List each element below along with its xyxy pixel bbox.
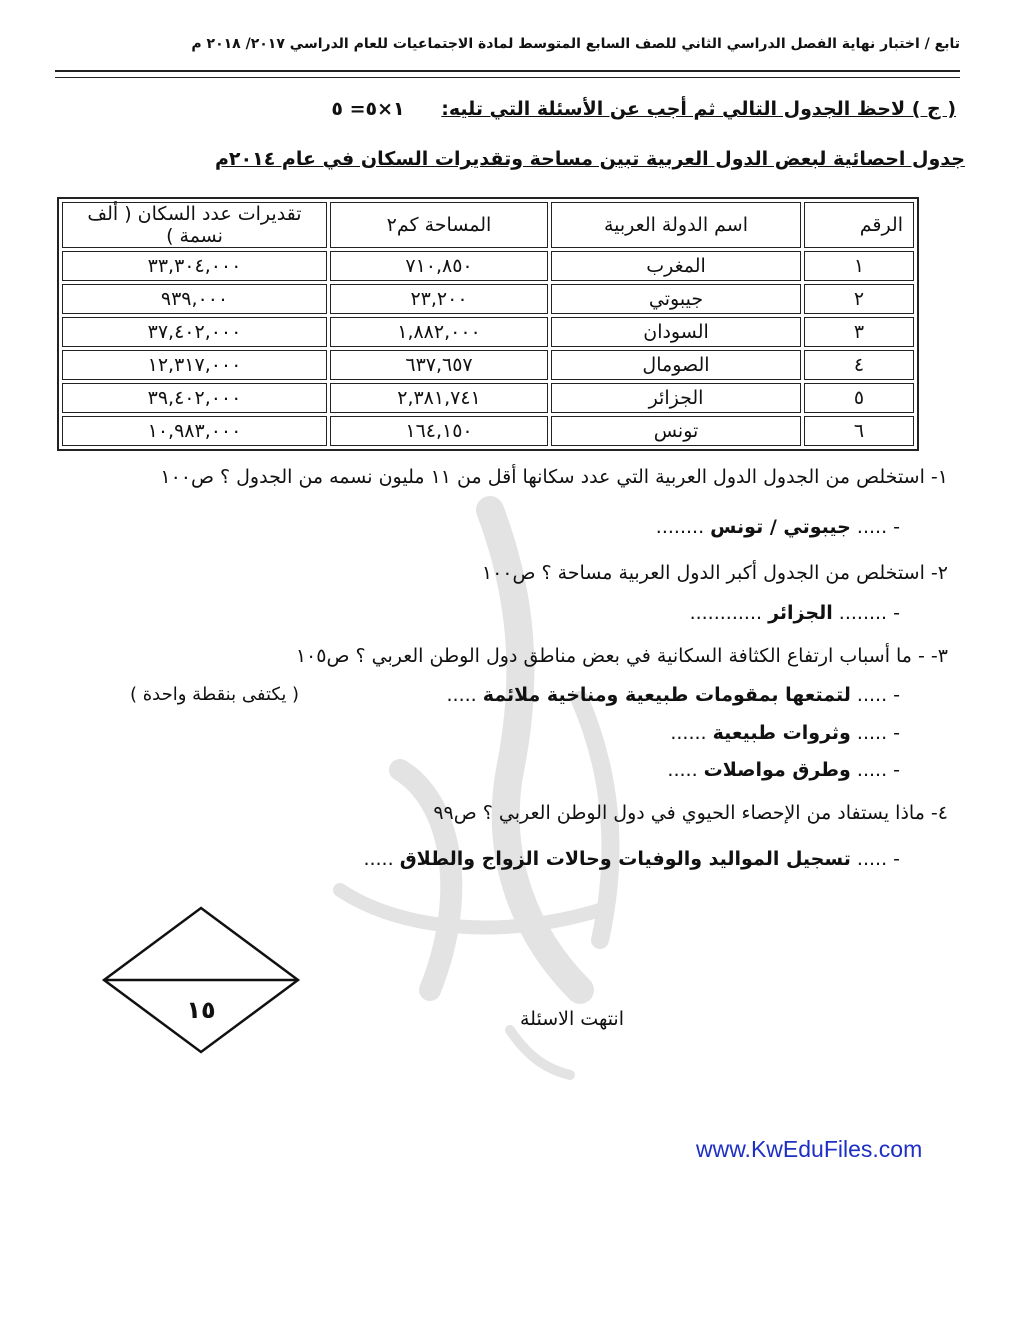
cell-area: ٦٣٧,٦٥٧: [330, 350, 548, 380]
question-3-note: ( يكتفى بنقطة واحدة ): [130, 684, 300, 705]
cell-country: المغرب: [551, 251, 801, 281]
cell-area: ١,٨٨٢,٠٠٠: [330, 317, 548, 347]
answer-3c: [667, 759, 900, 781]
table-row: [62, 350, 914, 380]
table-row: [62, 416, 914, 446]
question-2: ٢- استخلص من الجدول أكبر الدول العربية مساحة ؟ ص١٠٠: [481, 562, 948, 584]
footer-website-link[interactable]: www.KwEduFiles.com: [696, 1136, 923, 1162]
cell-population: ٣٩,٤٠٢,٠٠٠: [62, 383, 327, 413]
table-header-row: [62, 202, 914, 248]
header-country: اسم الدولة العربية: [551, 202, 801, 248]
cell-population: ١٠,٩٨٣,٠٠٠: [62, 416, 327, 446]
cell-population: ٣٧,٤٠٢,٠٠٠: [62, 317, 327, 347]
header-area: المساحة كم٢: [330, 202, 548, 248]
answer-suffix: ......: [670, 722, 707, 744]
answer-2: [690, 602, 900, 624]
cell-num: ٦: [804, 416, 914, 446]
cell-country: الجزائر: [551, 383, 801, 413]
header-rule-thick: [55, 70, 960, 72]
question-1: ١- استخلص من الجدول الدول العربية التي عدد سكانها أقل من ١١ مليون نسمه من الجدول ؟ ص١٠٠: [160, 466, 948, 488]
answer-prefix: - .....: [856, 722, 900, 744]
cell-area: ٧١٠,٨٥٠: [330, 251, 548, 281]
answer-3a: [446, 684, 900, 706]
exam-header: تابع / اختبار نهاية الفصل الدراسي الثاني للصف السابع المتوسط لمادة الاجتماعيات للعام الدراسي ٢٠١٧/ ٢٠١٨ م: [191, 36, 960, 52]
cell-country: السودان: [551, 317, 801, 347]
cell-country: الصومال: [551, 350, 801, 380]
answer-suffix: .....: [667, 759, 698, 781]
answer-4: [363, 848, 900, 870]
answer-suffix: ........: [655, 516, 705, 538]
answer-text: تسجيل المواليد والوفيات وحالات الزواج والطلاق: [399, 848, 851, 870]
header-num: الرقم: [804, 202, 914, 248]
answer-prefix: - .....: [856, 848, 900, 870]
cell-num: ٢: [804, 284, 914, 314]
cell-area: ١٦٤,١٥٠: [330, 416, 548, 446]
section-title: [331, 98, 956, 120]
header-population: تقديرات عدد السكان ( ألف نسمة ): [62, 202, 327, 248]
table-title: جدول احصائية لبعض الدول العربية تبين مساحة وتقديرات السكان في عام ٢٠١٤م: [214, 148, 965, 170]
cell-num: ٥: [804, 383, 914, 413]
answer-prefix: - .....: [856, 684, 900, 706]
answer-text: لتمتعها بمقومات طبيعية ومناخية ملائمة: [482, 684, 851, 706]
header-rule-thin: [55, 77, 960, 78]
section-instruction: ( ج ) لاحظ الجدول التالي ثم أجب عن الأسئلة التي تليه:: [441, 98, 956, 120]
score-diamond: [101, 905, 301, 1055]
answer-text: الجزائر: [768, 602, 833, 624]
answer-text: وثروات طبيعية: [712, 722, 851, 744]
answer-prefix: - ........: [838, 602, 900, 624]
cell-num: ١: [804, 251, 914, 281]
table-row: [62, 251, 914, 281]
score-value: ١٥: [186, 996, 216, 1024]
table-row: [62, 284, 914, 314]
answer-prefix: - .....: [856, 516, 900, 538]
end-of-questions: انتهت الاسئلة: [520, 1008, 624, 1030]
answer-suffix: .....: [446, 684, 477, 706]
cell-population: ٩٣٩,٠٠٠: [62, 284, 327, 314]
cell-country: جيبوتي: [551, 284, 801, 314]
answer-text: جيبوتي / تونس: [710, 516, 851, 538]
answer-suffix: .....: [363, 848, 394, 870]
cell-area: ٢٣,٢٠٠: [330, 284, 548, 314]
answer-suffix: ............: [689, 602, 763, 624]
question-3: ٣- - ما أسباب ارتفاع الكثافة السكانية في بعض مناطق دول الوطن العربي ؟ ص١٠٥: [295, 645, 948, 667]
table-row: [62, 317, 914, 347]
answer-3b: [670, 722, 900, 744]
cell-area: ٢,٣٨١,٧٤١: [330, 383, 548, 413]
cell-population: ١٢,٣١٧,٠٠٠: [62, 350, 327, 380]
cell-num: ٣: [804, 317, 914, 347]
answer-1: [656, 516, 900, 538]
answer-prefix: - .....: [856, 759, 900, 781]
statistics-table: [57, 197, 919, 451]
table-row: [62, 383, 914, 413]
cell-num: ٤: [804, 350, 914, 380]
cell-country: تونس: [551, 416, 801, 446]
cell-population: ٣٣,٣٠٤,٠٠٠: [62, 251, 327, 281]
question-4: ٤- ماذا يستفاد من الإحصاء الحيوي في دول الوطن العربي ؟ ص٩٩: [433, 802, 948, 824]
section-marks: ١×٥= ٥: [331, 98, 405, 120]
answer-text: وطرق مواصلات: [703, 759, 851, 781]
